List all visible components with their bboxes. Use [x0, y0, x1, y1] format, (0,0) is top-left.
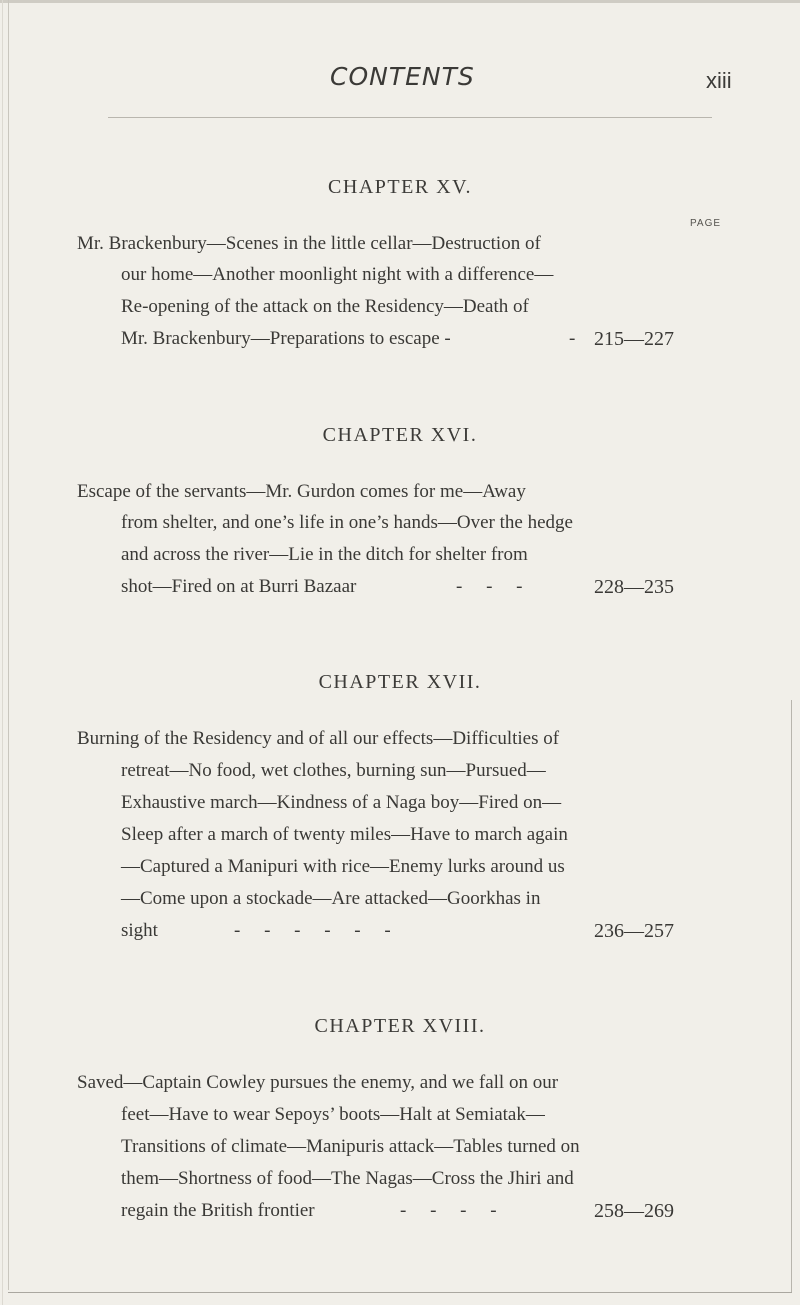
dot-leader: -: [569, 328, 576, 349]
toc-line: Mr. Brackenbury—Scenes in the little cellar—Destruction of: [77, 233, 541, 254]
toc-line: retreat—No food, wet clothes, burning sun—Pursued—: [121, 760, 546, 781]
toc-line: Transitions of climate—Manipuris attack—Tables turned on: [121, 1136, 580, 1157]
page-range: 258—269: [594, 1200, 674, 1222]
page-top-edge: [0, 0, 800, 3]
toc-line: Mr. Brackenbury—Preparations to escape -: [121, 328, 451, 349]
toc-line: Saved—Captain Cowley pursues the enemy, and we fall on our: [77, 1072, 559, 1093]
toc-line: Re-opening of the attack on the Residency—Death of: [121, 296, 529, 317]
running-head: CONTENTS: [330, 62, 475, 91]
toc-line: Escape of the servants—Mr. Gurdon comes for me—Away: [77, 481, 526, 502]
toc-line: Exhaustive march—Kindness of a Naga boy—Fired on—: [121, 792, 562, 813]
toc-line: from shelter, and one’s life in one’s hands—Over the hedge: [121, 512, 573, 533]
toc-line: —Come upon a stockade—Are attacked—Goorkhas in: [121, 888, 541, 909]
toc-line: —Captured a Manipuri with rice—Enemy lurks around us: [121, 856, 565, 877]
page-range: 236—257: [594, 920, 674, 942]
toc-line: Burning of the Residency and of all our effects—Difficulties of: [77, 728, 560, 749]
chapter-title: CHAPTER XVII.: [318, 671, 482, 693]
toc-line: and across the river—Lie in the ditch for shelter from: [121, 544, 528, 565]
toc-line: Sleep after a march of twenty miles—Have to march again: [121, 824, 568, 845]
page-number: xiii: [706, 68, 732, 93]
toc-line: them—Shortness of food—The Nagas—Cross the Jhiri and: [121, 1168, 574, 1189]
chapter-title: CHAPTER XVI.: [322, 424, 478, 446]
page-right-edge: [791, 700, 792, 1292]
dot-leader: - - - - - -: [234, 920, 391, 941]
page-range: 215—227: [594, 328, 674, 350]
page-column-label: PAGE: [690, 218, 722, 229]
dot-leader: - - -: [456, 576, 523, 597]
toc-line: sight: [121, 920, 158, 941]
chapter-title: CHAPTER XVIII.: [314, 1015, 486, 1037]
toc-line: regain the British frontier: [121, 1200, 315, 1221]
header-rule: [108, 117, 712, 118]
toc-line: feet—Have to wear Sepoys’ boots—Halt at Semiatak—: [121, 1104, 545, 1125]
dot-leader: - - - -: [400, 1200, 497, 1221]
toc-line: our home—Another moonlight night with a difference—: [121, 264, 554, 285]
chapter-title: CHAPTER XV.: [328, 176, 472, 198]
toc-line: shot—Fired on at Burri Bazaar: [121, 576, 357, 597]
page-range: 228—235: [594, 576, 674, 598]
page-bottom-edge: [8, 1292, 792, 1293]
